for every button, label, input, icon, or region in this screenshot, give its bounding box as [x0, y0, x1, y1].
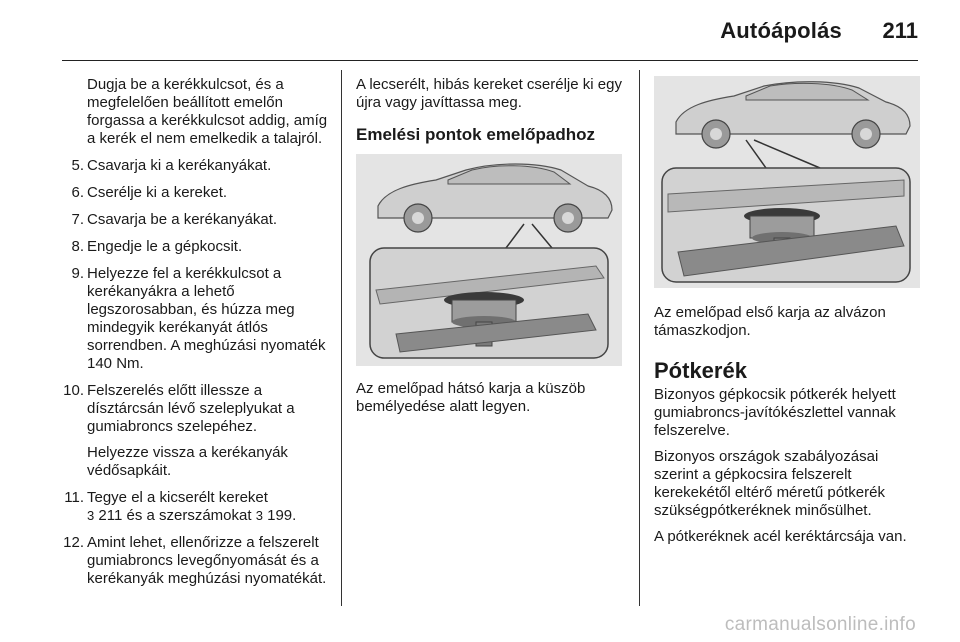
watermark-text: carmanualsonline.info — [724, 614, 916, 635]
step-text: 211 és a szerszámokat — [98, 507, 252, 524]
step-text-block — [87, 382, 334, 480]
step-number: 12. — [63, 534, 84, 551]
spare-wheel-paragraph: A pótkeréknek acél keréktárcsája van. — [654, 528, 907, 545]
page-reference-arrow[interactable]: 3 — [255, 508, 263, 523]
page-reference-arrow[interactable]: 3 — [87, 508, 95, 523]
front-lift-point-illustration — [654, 76, 920, 288]
step-item — [44, 382, 334, 480]
step-text: Amint lehet, ellenőrizze a felszerelt gumiabroncs levegőnyomását és a kerékanyák meghúzási nyomatékát. — [87, 534, 327, 587]
step-number: 5. — [71, 157, 84, 174]
middle-column — [356, 76, 624, 424]
lift-points-heading: Emelési pontok emelőpadhoz — [356, 125, 595, 144]
step-text-continued: Helyezze vissza a kerékanyák védősapkáit. — [87, 444, 288, 479]
spare-wheel-paragraph: Bizonyos gépkocsik pótkerék helyett gumiabroncs-javítókészlettel vannak felszerelve. — [654, 386, 896, 439]
step-number: 10. — [63, 382, 84, 399]
column-divider-left — [341, 70, 342, 606]
step-intro-text: Dugja be a kerékkulcsot, és a megfelelően beállított emelőn forgassa a kerékkulcsot addig, amíg a kerék el nem emelkedik a talajról. — [87, 76, 328, 147]
step-text: Tegye el a kicserélt kereket — [87, 489, 268, 506]
front-lift-caption: Az emelőpad első karja az alvázon támaszkodjon. — [654, 304, 886, 339]
step-number: 11. — [64, 489, 84, 506]
step-text-block — [87, 489, 334, 525]
step-text: Helyezze fel a kerékkulcsot a kerékanyákra a lehető legszorosabban, és húzza meg mindegyik kerékanyát átlós sorrendben. A meghúzási nyomaték 140 Nm. — [87, 265, 326, 372]
step-text: Engedje le a gépkocsit. — [87, 238, 243, 255]
spare-wheel-paragraph: Bizonyos országok szabályozásai szerint a gépkocsira felszerelt kerekekétől eltérő méretű pótkerék szükségpótkeréknek minősülhet. — [654, 448, 885, 519]
step-number: 7. — [71, 211, 84, 228]
step-item — [44, 534, 334, 588]
page-number: 211 — [882, 18, 918, 43]
rear-lift-point-illustration — [356, 154, 622, 366]
header-rule — [62, 60, 918, 61]
step-text: Csavarja ki a kerékanyákat. — [87, 157, 272, 174]
step-number: 6. — [71, 184, 84, 201]
step-text: Felszerelés előtt illessze a dísztárcsán lévő szeleplyukat a gumiabroncs szelepéhez. — [87, 382, 295, 435]
left-column — [44, 76, 334, 597]
step-number: 8. — [71, 238, 84, 255]
step-item — [44, 238, 334, 256]
step-item — [44, 265, 334, 373]
step-number: 9. — [71, 265, 84, 282]
step-text: 199. — [267, 507, 297, 524]
step-item — [44, 211, 334, 229]
right-column — [654, 76, 922, 554]
rear-lift-caption: Az emelőpad hátsó karja a küszöb bemélyedése alatt legyen. — [356, 380, 586, 415]
step-item — [44, 489, 334, 525]
spare-wheel-heading: Pótkerék — [654, 358, 747, 383]
step-text: Cserélje ki a kereket. — [87, 184, 228, 201]
replacement-paragraph: A lecserélt, hibás kereket cserélje ki egy újra vagy javíttassa meg. — [356, 76, 622, 111]
step-text: Csavarja be a kerékanyákat. — [87, 211, 278, 228]
header-title: Autóápolás — [720, 18, 842, 43]
step-item — [44, 157, 334, 175]
step-item — [44, 184, 334, 202]
column-divider-right — [639, 70, 640, 606]
